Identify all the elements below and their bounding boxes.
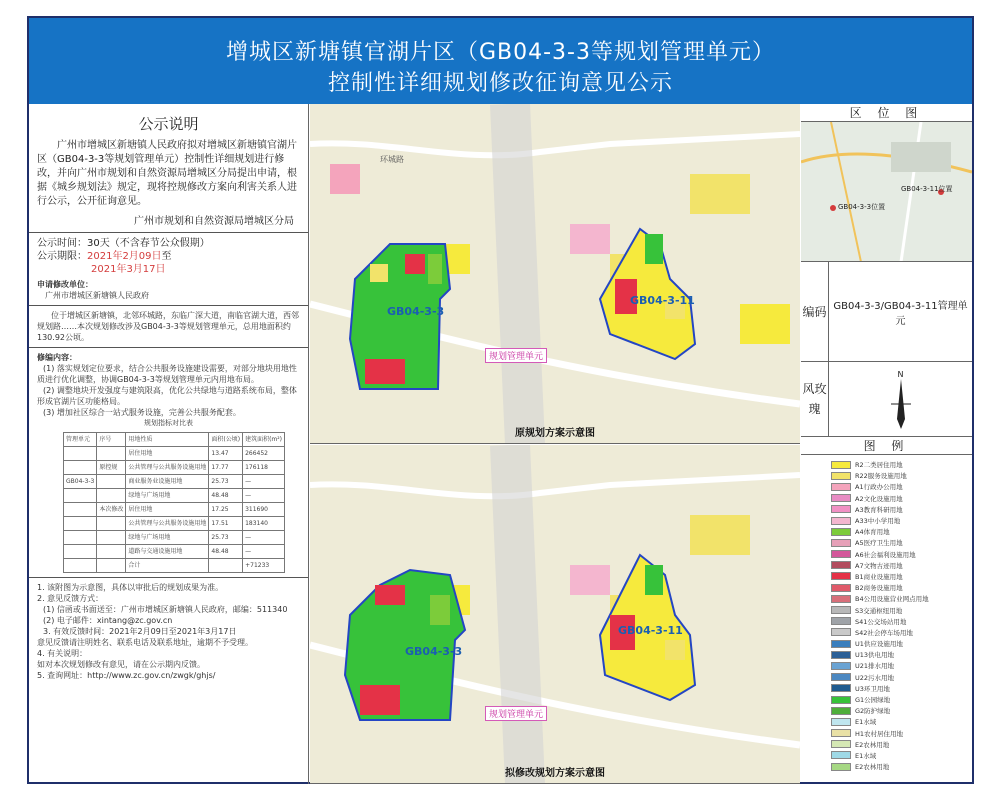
legend-label: B4公用设施营业网点用地 (855, 595, 929, 604)
table-cell: 用地性质 (126, 433, 209, 447)
legend-label: A1行政办公用地 (855, 483, 903, 492)
period-label: 公示时间：30天（不含春节公众假期） (37, 238, 210, 249)
legend-item (831, 638, 972, 649)
table-cell (64, 461, 97, 475)
table-cell: 25.73 (209, 531, 243, 545)
remark-line: (2) 电子邮件：xintang@zc.gov.cn (43, 616, 173, 625)
north-arrow-icon (886, 379, 916, 429)
legend-swatch (831, 595, 851, 603)
table-row (64, 545, 285, 559)
legend-item (831, 705, 972, 716)
legend-label: A6社会福利设施用地 (855, 550, 916, 559)
table-cell: GB04-3-3 (64, 475, 97, 489)
notice-body: 广州市增城区新塘镇人民政府拟对增城区新塘镇官湖片区（GB04-3-3等规划管理单元）控制性详细规划进行修改，并向广州市规划和自然资源局增城区分局提出申请，根据《城乡规划法》规定，现将控规修改方案向利害关系人进行公示，公开征询意见。 (37, 140, 297, 207)
legend-label: E2农林用地 (855, 763, 890, 772)
unit-b-label: GB04-3-11 (630, 294, 695, 307)
legend-swatch (831, 472, 851, 480)
legend-item (831, 694, 972, 705)
table-cell: 公共管理与公共服务设施用地 (126, 517, 209, 531)
table-cell: 绿地与广场用地 (126, 531, 209, 545)
legend-item (831, 593, 972, 604)
table-cell: 17.25 (209, 503, 243, 517)
remark-line: 2. 意见反馈方式： (37, 594, 104, 603)
table-cell (64, 489, 97, 503)
legend-label: G1公园绿地 (855, 696, 891, 705)
legend-label: E1水域 (855, 751, 877, 760)
management-unit-tag: 规划管理单元 (485, 348, 547, 363)
table-cell: 绿地与广场用地 (126, 489, 209, 503)
table-cell (64, 559, 97, 573)
legend-swatch (831, 584, 851, 592)
legend-item (831, 493, 972, 504)
legend-swatch (831, 550, 851, 558)
legend-item (831, 616, 972, 627)
remark-line: 如对本次规划修改有意见，请在公示期内反馈。 (37, 660, 205, 669)
table-cell: 居住用地 (126, 447, 209, 461)
table-cell: 311690 (243, 503, 285, 517)
end-date-row (29, 263, 308, 276)
legend-item (831, 515, 972, 526)
table-cell: 25.73 (209, 475, 243, 489)
legend-label: A7文物古迹用地 (855, 561, 903, 570)
table-cell: 道路与交通设施用地 (126, 545, 209, 559)
table-cell (97, 447, 126, 461)
management-unit-tag: 规划管理单元 (485, 706, 547, 721)
legend-label: A2文化设施用地 (855, 494, 903, 503)
revised-plan-map (310, 445, 800, 784)
divider (29, 577, 308, 578)
table-cell: +71233 (243, 559, 285, 573)
poster-frame (27, 16, 974, 784)
legend-swatch (831, 640, 851, 648)
legend-item (831, 526, 972, 537)
code-key: 编码 (801, 262, 829, 361)
legend-swatch (831, 662, 851, 670)
legend-label: U21排水用地 (855, 662, 895, 671)
remark-line: 4. 有关说明： (37, 649, 88, 658)
sidebar (801, 104, 972, 784)
legend-label: A33中小学用地 (855, 517, 901, 526)
table-cell: — (243, 489, 285, 503)
table-cell: 居住用地 (126, 503, 209, 517)
end-date: 2021年3月17日 (91, 264, 166, 275)
legend-swatch (831, 729, 851, 737)
table-cell: 17.51 (209, 517, 243, 531)
legend-label: S42社会停车场用地 (855, 628, 913, 637)
title-banner (29, 18, 972, 104)
legend-swatch (831, 628, 851, 636)
legend-label: H1农村居住用地 (855, 729, 904, 738)
legend-item (831, 739, 972, 750)
applicant: 广州市增城区新塘镇人民政府 (45, 291, 149, 300)
legend-swatch (831, 696, 851, 704)
table-cell: 合计 (126, 559, 209, 573)
legend-label: B1商业设施用地 (855, 572, 903, 581)
legend-swatch (831, 461, 851, 469)
legend-item (831, 672, 972, 683)
legend-item (831, 571, 972, 582)
legend-item (831, 627, 972, 638)
content-label: 修编内容： (37, 353, 77, 362)
legend-swatch (831, 718, 851, 726)
loc-label-a: GB04-3-3位置 (838, 203, 886, 211)
table-cell: 13.47 (209, 447, 243, 461)
table-cell (97, 531, 126, 545)
table-cell: — (243, 545, 285, 559)
legend-item (831, 582, 972, 593)
content-item-2: (2) 调整地块开发强度与建筑限高，优化公共绿地与道路系统布局，整体形成官湖片区功能格局。 (37, 386, 297, 406)
remarks-list (29, 582, 308, 681)
table-row (64, 461, 285, 475)
table-row (64, 559, 285, 573)
remark-line: 1. 该附图为示意图，具体以审批后的规划成果为准。 (37, 583, 224, 592)
divider (29, 305, 308, 306)
indicator-table (63, 432, 285, 573)
table-cell (64, 517, 97, 531)
legend-label: A4体育用地 (855, 528, 890, 537)
wind-row (801, 362, 972, 437)
table-row (64, 433, 285, 447)
legend-heading: 图 例 (801, 437, 972, 455)
table-row (64, 503, 285, 517)
wind-key: 风玫瑰 (801, 362, 829, 436)
legend-label: S3交通枢纽用地 (855, 606, 903, 615)
table-cell: — (243, 531, 285, 545)
code-value: GB04-3-3/GB04-3-11管理单元 (833, 300, 968, 327)
original-plan-caption: 原规划方案示意图 (515, 428, 595, 439)
revised-plan-svg (310, 445, 800, 784)
legend-label: S41公交场站用地 (855, 617, 907, 626)
table-cell: 176118 (243, 461, 285, 475)
north-label: N (897, 369, 904, 379)
notice-org: 广州市规划和自然资源局增城区分局 (134, 216, 294, 227)
legend-swatch (831, 763, 851, 771)
table-cell (64, 531, 97, 545)
location-text: 位于增城区新塘镇，北邻环城路，东临广深大道，南临官湖大道，西邻规划路……本次规划修改涉及GB04-3-3等规划管理单元，总用地面积约130.92公顷。 (37, 311, 299, 342)
table-cell: 面积(公顷) (209, 433, 243, 447)
start-suffix: 至 (161, 251, 172, 262)
legend-swatch (831, 751, 851, 759)
title-line-1: 增城区新塘镇官湖片区（GB04-3-3等规划管理单元） (225, 40, 775, 65)
title-line-2: 控制性详细规划修改征询意见公示 (327, 71, 673, 96)
legend-swatch (831, 494, 851, 502)
legend-label: U22污水用地 (855, 673, 895, 682)
legend-item (831, 537, 972, 548)
unit-b-label: GB04-3-11 (618, 624, 683, 637)
legend-label: A5医疗卫生用地 (855, 539, 903, 548)
table-cell (64, 503, 97, 517)
legend-swatch (831, 572, 851, 580)
location-map (801, 122, 972, 262)
legend-swatch (831, 505, 851, 513)
legend-label: B2商务设施用地 (855, 584, 903, 593)
legend-item (831, 470, 972, 481)
legend-swatch (831, 651, 851, 659)
remark-line: 3. 有效反馈时间：2021年2月09日至2021年3月17日 (43, 627, 237, 636)
table-cell: 原控规 (97, 461, 126, 475)
legend-item (831, 761, 972, 772)
applicant-label: 申请修改单位： (37, 280, 93, 289)
legend-label: U3环卫用地 (855, 684, 890, 693)
road-label: 环城路 (380, 155, 404, 164)
code-row (801, 262, 972, 362)
unit-a-label: GB04-3-3 (405, 645, 463, 658)
legend-label: G2防护绿地 (855, 707, 891, 716)
wind-rose (829, 362, 972, 436)
legend-swatch (831, 707, 851, 715)
table-row (64, 447, 285, 461)
content-item-1: (1) 落实规划定位要求，结合公共服务设施建设需要，对部分地块用地性质进行优化调整，协调GB04-3-3等规划管理单元内用地布局。 (37, 364, 297, 384)
table-cell: 183140 (243, 517, 285, 531)
legend-swatch (831, 617, 851, 625)
legend-label: U13供电用地 (855, 651, 895, 660)
remark-line: 意见反馈请注明姓名、联系电话及联系地址，逾期不予受理。 (37, 638, 253, 647)
table-cell: 本次修改 (97, 503, 126, 517)
legend-item (831, 649, 972, 660)
start-date: 2021年2月09日 (87, 251, 162, 262)
legend-swatch (831, 539, 851, 547)
table-cell (97, 545, 126, 559)
legend-label: R2二类居住用地 (855, 461, 903, 470)
table-row (64, 475, 285, 489)
legend-swatch (831, 740, 851, 748)
table-row (64, 517, 285, 531)
table-cell: — (243, 475, 285, 489)
legend-swatch (831, 517, 851, 525)
table-cell (209, 559, 243, 573)
location-heading: 区 位 图 (801, 104, 972, 122)
table-cell (97, 475, 126, 489)
unit-a-label: GB04-3-3 (387, 305, 445, 318)
table-cell: 48.48 (209, 489, 243, 503)
divider (29, 232, 308, 233)
table-cell: 管理单元 (64, 433, 97, 447)
notice-panel (29, 104, 309, 784)
legend-item (831, 560, 972, 571)
legend-item (831, 604, 972, 615)
legend-label: E1水域 (855, 718, 877, 727)
legend-item (831, 683, 972, 694)
table-cell (97, 489, 126, 503)
legend-label: A3教育科研用地 (855, 505, 903, 514)
period-dates (29, 250, 308, 263)
remark-line: (1) 信函或书面送至：广州市增城区新塘镇人民政府，邮编：511340 (43, 605, 288, 614)
legend-item (831, 549, 972, 560)
loc-label-b: GB04-3-11位置 (901, 185, 953, 193)
remark-line: 5. 查询网址：http://www.zc.gov.cn/zwgk/ghjs/ (37, 671, 216, 680)
legend-swatch (831, 483, 851, 491)
table-row (64, 531, 285, 545)
table-caption: 规划指标对比表 (144, 419, 193, 427)
start-label: 公示期限： (37, 251, 87, 262)
table-cell (97, 559, 126, 573)
table-cell: 商业服务业设施用地 (126, 475, 209, 489)
legend-item (831, 716, 972, 727)
table-cell: 建筑面积(m²) (243, 433, 285, 447)
notice-heading: 公示说明 (138, 115, 199, 133)
legend-list (801, 455, 972, 772)
content-item-3: (3) 增加社区综合一站式服务设施，完善公共服务配套。 (43, 408, 241, 417)
legend-swatch (831, 606, 851, 614)
table-row (64, 489, 285, 503)
legend-swatch (831, 673, 851, 681)
legend-item (831, 459, 972, 470)
legend-swatch (831, 684, 851, 692)
legend-swatch (831, 528, 851, 536)
table-cell: 266452 (243, 447, 285, 461)
table-cell (64, 447, 97, 461)
table-cell (64, 545, 97, 559)
table-cell: 48.48 (209, 545, 243, 559)
legend-label: E2农林用地 (855, 740, 890, 749)
legend-item (831, 504, 972, 515)
table-cell: 序号 (97, 433, 126, 447)
legend-swatch (831, 561, 851, 569)
legend-item (831, 481, 972, 492)
original-plan-map (310, 104, 800, 444)
divider (29, 347, 308, 348)
table-cell: 17.77 (209, 461, 243, 475)
legend-item (831, 750, 972, 761)
legend-item (831, 728, 972, 739)
revised-plan-caption: 拟修改规划方案示意图 (505, 768, 605, 779)
legend-item (831, 660, 972, 671)
table-cell: 公共管理与公共服务设施用地 (126, 461, 209, 475)
legend-label: U1供应设施用地 (855, 640, 903, 649)
legend-label: R22服务设施用地 (855, 472, 907, 481)
table-cell (97, 517, 126, 531)
